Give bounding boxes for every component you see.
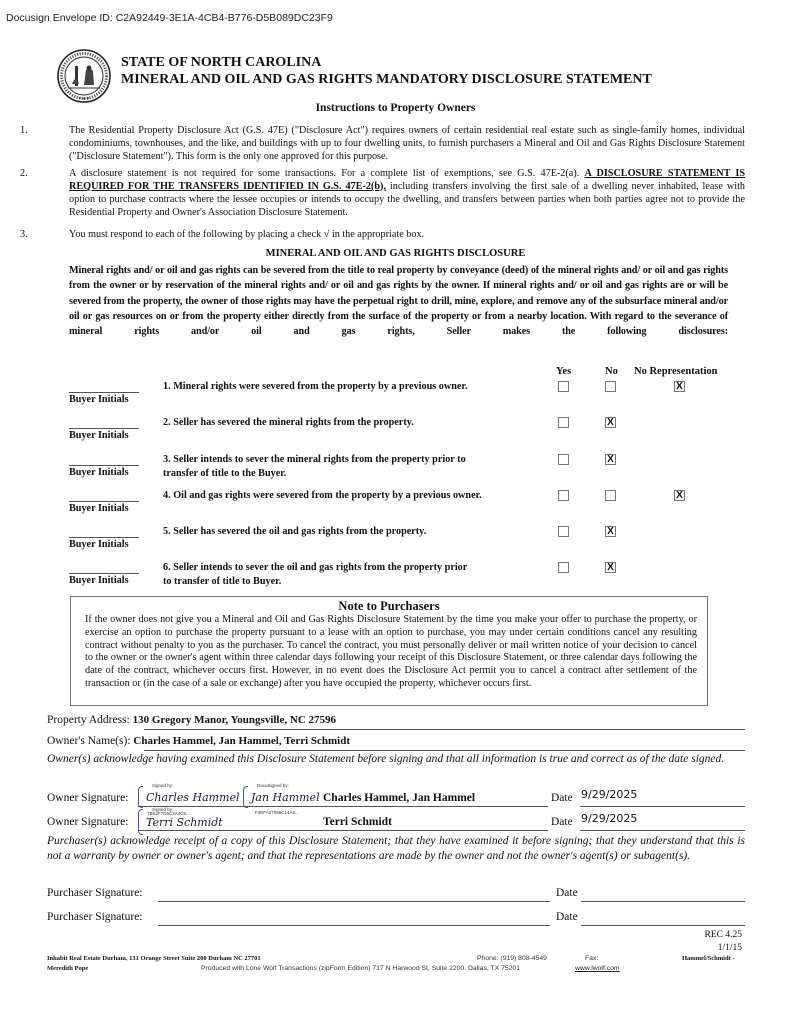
buyer-initials-label: Buyer Initials xyxy=(69,467,129,478)
owner-signature-charles[interactable]: Charles Hammel xyxy=(146,791,240,804)
owner-date-field-1[interactable]: 9/29/2025 xyxy=(581,788,638,801)
property-address-label: Property Address: xyxy=(47,714,130,726)
owner-acknowledgement: Owner(s) acknowledge having examined this Disclosure Statement before signing and that all information is true and correct as of the date signed. xyxy=(47,753,725,765)
brokerage-info: Inhabit Real Estate Durham, 131 Orange Street Suite 200 Durham NC 27701 xyxy=(47,955,261,962)
instruction-item-1 xyxy=(20,124,745,163)
buyer-initials-label: Buyer Initials xyxy=(69,575,129,586)
question-4-no-checkbox[interactable] xyxy=(605,490,616,501)
lwolf-link[interactable]: www.lwolf.com xyxy=(575,965,620,972)
question-3-yes-checkbox[interactable] xyxy=(558,454,569,465)
buyer-initials-field[interactable] xyxy=(69,501,139,502)
question-5-no-checkbox[interactable]: X xyxy=(605,526,616,537)
purchaser-signature-field-1[interactable] xyxy=(158,901,550,902)
file-name: Hammel/Schmidt - xyxy=(682,955,735,962)
column-no-representation: No Representation xyxy=(634,366,718,377)
buyer-initials-field[interactable] xyxy=(69,537,139,538)
question-3-no-checkbox[interactable]: X xyxy=(605,454,616,465)
owners-name-label: Owner's Name(s): xyxy=(47,735,131,747)
buyer-initials-field[interactable] xyxy=(69,573,139,574)
item-number: 2. xyxy=(20,168,28,179)
form-date: 1/1/15 xyxy=(717,943,742,953)
owners-name-field[interactable]: Charles Hammel, Jan Hammel, Terri Schmidt xyxy=(133,735,351,747)
owner-signature-terri[interactable]: Terri Schmidt xyxy=(146,816,223,829)
purchaser-acknowledgement: Purchaser(s) acknowledge receipt of a copy of this Disclosure Statement; that they have examined it before signing; that they understand that this is not a warranty by owner or owner's agent; and that the representations are made by the owner and not the owner's agent(s) or subagent(s). xyxy=(47,835,745,862)
column-yes: Yes xyxy=(556,366,572,377)
item-text: You must respond to each of the following by placing a check √ in the appropriate box. xyxy=(69,229,425,240)
item-text-after: including transfers involving the first sale of a dwelling never inhabited, lease with option to purchase contracts where the lessee occupies or intends to occupy the dwelling, and transfers between parties when both parties agree not to provide the Residential Property and Owner's Association Disclosure Statement. xyxy=(69,181,745,218)
owner-signature-jan[interactable]: Jan Hammel xyxy=(251,791,320,804)
buyer-initials-field[interactable] xyxy=(69,392,139,393)
question-2-yes-checkbox[interactable] xyxy=(558,417,569,428)
produced-with: Produced with Lone Wolf Transactions (zipForm Edition) 717 N Harwood St, Suite 2200, Dallas, TX 75201 xyxy=(201,965,520,972)
disclosure-heading: MINERAL AND OIL AND GAS RIGHTS DISCLOSURE xyxy=(265,248,526,259)
note-body: If the owner does not give you a Mineral and Oil and Gas Rights Disclosure Statement by the time you make your offer to purchase the property, or exercise an option to purchase the property pursuant to a lease with an option to purchase, you may under certain conditions cancel any resulting contract without penalty to you as the purchaser. To cancel the contract, you must personally deliver or mail written notice of your decision to cancel to the owner or the owner's agent within three calendar days following your receipt of this Disclosure Statement, or three calendar days following the date of the contract, whichever occurs first. However, in no event does the Disclosure Act permit you to cancel a contract after settlement of the transaction or (in the case of a sale or exchange) after you have occupied the property, whichever occurs first. xyxy=(85,614,697,689)
purchaser-signature-label-1: Purchaser Signature: xyxy=(47,887,143,899)
purchaser-date-field-1[interactable] xyxy=(581,901,745,902)
item-emphasis: A DISCLOSURE STATEMENT IS REQUIRED FOR THE TRANSFERS IDENTIFIED IN G.S. 47E-2(b), xyxy=(69,168,746,192)
question-4-yes-checkbox[interactable] xyxy=(558,490,569,501)
owner-date-label-2: Date xyxy=(551,816,573,828)
buyer-initials-field[interactable] xyxy=(69,428,139,429)
question-6-yes-checkbox[interactable] xyxy=(558,562,569,573)
question-3-text: 3. Seller intends to sever the mineral rights from the property prior to xyxy=(163,454,466,465)
question-1-no-checkbox[interactable] xyxy=(605,381,616,392)
owners-name-row xyxy=(47,735,745,747)
signed-by-header: Signed by: xyxy=(152,807,174,812)
purchaser-date-label-1: Date xyxy=(556,887,578,899)
property-address-row xyxy=(47,714,745,726)
nc-seal-icon xyxy=(56,48,112,104)
buyer-initials-label: Buyer Initials xyxy=(69,430,129,441)
question-1-no-representation-checkbox[interactable]: X xyxy=(674,381,685,392)
question-1-text: 1. Mineral rights were severed from the property by a previous owner. xyxy=(163,381,468,392)
instruction-item-3 xyxy=(20,228,745,241)
purchaser-signature-label-2: Purchaser Signature: xyxy=(47,911,143,923)
form-code: REC 4.25 xyxy=(704,930,742,940)
question-5-yes-checkbox[interactable] xyxy=(558,526,569,537)
docusign-envelope-id: Docusign Envelope ID: C2A92449-3E1A-4CB4-B776-D5B089DC23F9 xyxy=(6,12,333,24)
question-6-no-checkbox[interactable]: X xyxy=(605,562,616,573)
item-number: 3. xyxy=(20,229,28,240)
owner-signature-label-1: Owner Signature: xyxy=(47,792,129,804)
form-title: MINERAL AND OIL AND GAS RIGHTS MANDATORY DISCLOSURE STATEMENT xyxy=(121,72,652,87)
question-6-text-cont: to transfer of title to Buyer. xyxy=(163,576,282,587)
signature-id-jan: F3EFA27089C14A6... xyxy=(255,810,299,815)
question-4-no-representation-checkbox[interactable]: X xyxy=(674,490,685,501)
question-2-no-checkbox[interactable]: X xyxy=(605,417,616,428)
note-to-purchasers xyxy=(70,596,708,706)
question-2-text: 2. Seller has severed the mineral rights from the property. xyxy=(163,417,414,428)
item-number: 1. xyxy=(20,125,28,136)
instruction-item-2 xyxy=(20,167,745,219)
phone: Phone: (919) 808-4549 xyxy=(477,955,547,962)
owner-printed-name-1: Charles Hammel, Jan Hammel xyxy=(323,792,476,804)
item-text: A disclosure statement is not required for some transactions. For a complete list of exemptions, see G.S. 47E-2(a). xyxy=(69,168,585,179)
item-text: The Residential Property Disclosure Act (G.S. 47E) ("Disclosure Act") requires owners of certain residential real estate such as single-family homes, individual condominiums, townhouses, and the like, and buildings with up to four dwelling units, to furnish purchasers a Mineral and Oil and Gas Rights Disclosure Statement ("Disclosure Statement"). This form is the only one approved for this purpose. xyxy=(69,125,745,162)
question-5-text: 5. Seller has severed the oil and gas rights from the property. xyxy=(163,526,427,537)
signature-id-charles: 7BE2F7D5C2A4C6... xyxy=(147,811,190,816)
owner-date-label-1: Date xyxy=(551,792,573,804)
agent-name: Meredith Pope xyxy=(47,965,89,972)
property-address-field[interactable]: 130 Gregory Manor, Youngsville, NC 27596 xyxy=(132,714,337,726)
state-title: STATE OF NORTH CAROLINA xyxy=(121,55,322,70)
purchaser-signature-field-2[interactable] xyxy=(158,925,550,926)
buyer-initials-field[interactable] xyxy=(69,465,139,466)
question-3-text-cont: transfer of title to the Buyer. xyxy=(163,468,287,479)
docusigned-by-header: DocuSigned by: xyxy=(257,783,289,788)
owner-date-field-2[interactable]: 9/29/2025 xyxy=(581,812,638,825)
note-heading: Note to Purchasers xyxy=(338,599,440,613)
question-1-yes-checkbox[interactable] xyxy=(558,381,569,392)
purchaser-date-field-2[interactable] xyxy=(581,925,745,926)
purchaser-date-label-2: Date xyxy=(556,911,578,923)
question-4-text: 4. Oil and gas rights were severed from the property by a previous owner. xyxy=(163,490,482,501)
question-6-text: 6. Seller intends to sever the oil and gas rights from the property prior xyxy=(163,562,468,573)
instructions-heading: Instructions to Property Owners xyxy=(315,102,476,114)
disclosure-intro: Mineral rights and/ or oil and gas rights can be severed from the title to real property by conveyance (deed) of the mineral rights and/ or oil and gas rights from the owner or by reservation of the mineral rights and/ or oil and gas rights by the owner. If mineral rights and/ or oil and gas rights are or will be severed from the property, the owner of those rights may have the perpetual right to drill, mine, explore, and remove any of the subsurface mineral and/or oil or gas resources on or from the property either directly from the surface of the property or from a nearby location. With regard to the severance of mineral rights and/or oil and gas rights, Seller makes the following disclosures: xyxy=(69,265,728,338)
owner-printed-name-2: Terri Schmidt xyxy=(323,816,392,828)
fax: Fax: xyxy=(585,955,599,962)
buyer-initials-label: Buyer Initials xyxy=(69,503,129,514)
buyer-initials-label: Buyer Initials xyxy=(69,394,129,405)
signed-by-header: Signed by: xyxy=(152,783,174,788)
column-no: No xyxy=(605,366,618,377)
buyer-initials-label: Buyer Initials xyxy=(69,539,129,550)
owner-signature-label-2: Owner Signature: xyxy=(47,816,129,828)
